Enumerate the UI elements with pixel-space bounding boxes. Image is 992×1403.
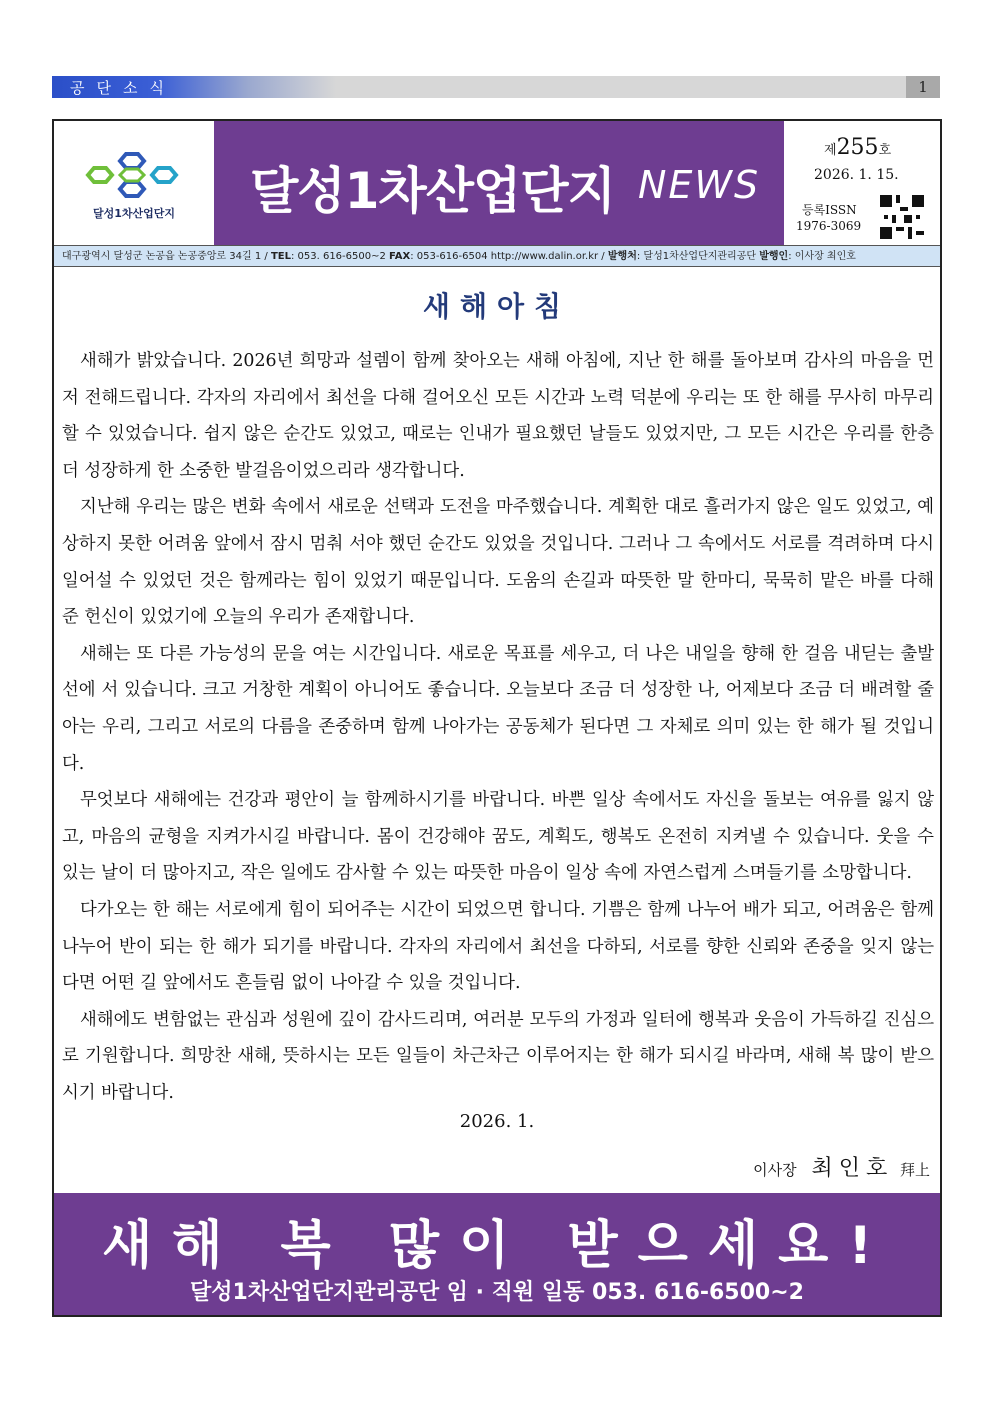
title-band (214, 121, 784, 245)
article-body (62, 343, 934, 1111)
issue-box (784, 121, 940, 245)
footer-band (54, 1193, 940, 1315)
article-title: 새해아침 (422, 290, 572, 323)
page-number: 1 (906, 76, 940, 98)
newsletter-frame (52, 119, 942, 1317)
logo (54, 121, 214, 245)
top-bar (52, 76, 940, 98)
paragraph: 새해는 또 다른 가능성의 문을 여는 시간입니다. 새로운 목표를 세우고, 더 나은 내일을 향해 한 걸음 내딛는 출발선에 서 있습니다. 크고 거창한 계획이 아니어도 좋습니다. 오늘보다 조금 더 성장한 나, 어제보다 조금 더 배려할 줄 아는 우리, 그리고 서로의 다름을 존중하며 함께 나아가는 공동체가 된다면 그 자체로 의미 있는 한 해가 될 것입니다. (62, 643, 934, 774)
publisher-info-line: 대구광역시 달성군 논공읍 논공중앙로 34길 1 / TEL: 053. 616-6500~2 FAX: 053-616-6504 http://www.dalin.or.kr / 발행처: 달성1차산업단지관리공단 발행인: 이사장 최인호 (54, 245, 940, 267)
qr-code-icon (880, 195, 924, 239)
section-label: 공단소식 (70, 79, 176, 97)
paragraph: 새해에도 변함없는 관심과 성원에 깊이 감사드리며, 여러분 모두의 가정과 일터에 행복과 웃음이 가득하길 진심으로 기원합니다. 희망찬 새해, 뜻하시는 모든 일들이 차근차근 이루어지는 한 해가 되시길 바라며, 새해 복 많이 받으시기 바랍니다. (62, 1009, 934, 1103)
paragraph: 다가오는 한 해는 서로에게 힘이 되어주는 시간이 되었으면 합니다. 기쁨은 함께 나누어 배가 되고, 어려움은 함께 나누어 반이 되는 한 해가 되기를 바랍니다. 각자의 자리에서 최선을 다하되, 서로를 향한 신뢰와 존중을 잊지 않는다면 어떤 길 앞에서도 흔들림 없이 나아갈 수 있을 것입니다. (62, 899, 934, 994)
paragraph: 지난해 우리는 많은 변화 속에서 새로운 선택과 도전을 마주했습니다. 계획한 대로 흘러가지 않은 일도 있었고, 예상하지 못한 어려움 앞에서 잠시 멈춰 서야 했던 순간도 있었을 것입니다. 그러나 그 속에서도 서로를 격려하며 다시 일어설 수 있었던 것은 함께라는 힘이 있었기 때문입니다. 도움의 손길과 따뜻한 말 한마디, 묵묵히 맡은 바를 다해준 헌신이 있었기에 오늘의 우리가 존재합니다. (62, 497, 934, 628)
logo-name: 달성1차산업단지 (92, 207, 176, 220)
newsletter-title-news: NEWS (638, 163, 761, 207)
masthead (54, 121, 940, 245)
issn-value: 1976-3069 (796, 219, 862, 233)
issue-date: 2026. 1. 15. (814, 167, 899, 183)
footer-from-line: 달성1차산업단지관리공단 임 · 직원 일동 053. 616-6500~2 (190, 1280, 804, 1305)
newsletter-title: 달성1차산업단지 (250, 162, 615, 220)
hexagon-logo-icon (84, 147, 184, 203)
paragraph: 무엇보다 새해에는 건강과 평안이 늘 함께하시기를 바랍니다. 바쁜 일상 속에서도 자신을 돌보는 여유를 잃지 않고, 마음의 균형을 지켜가시길 바랍니다. 몸이 건강해야 꿈도, 계획도, 행복도 온전히 지켜낼 수 있습니다. 웃을 수 있는 날이 더 많아지고, 작은 일에도 감사할 수 있는 따뜻한 마음이 일상 속에 자연스럽게 스며들기를 소망합니다. (62, 790, 934, 884)
paragraph: 새해가 밝았습니다. 2026년 희망과 설렘이 함께 찾아오는 새해 아침에, 지난 한 해를 돌아보며 감사의 마음을 먼저 전해드립니다. 각자의 자리에서 최선을 다해 걸어오신 모든 시간과 노력 덕분에 우리는 또 한 해를 무사히 마무리할 수 있었습니다. 쉽지 않은 순간도 있었고, 때로는 인내가 필요했던 날들도 있었지만, 그 모든 시간은 우리를 한층 더 성장하게 한 소중한 발걸음이었으리라 생각합니다. (62, 351, 934, 481)
letter-date: 2026. 1. (459, 1111, 535, 1132)
issue-number: 제255호 (824, 135, 892, 160)
signature: 이사장 최인호 拜上 (753, 1156, 930, 1181)
issn-label: 등록ISSN (802, 203, 857, 217)
signer-name: 최인호 (811, 1156, 894, 1181)
new-year-greeting: 새해 복 많이 받으세요! (101, 1216, 893, 1276)
